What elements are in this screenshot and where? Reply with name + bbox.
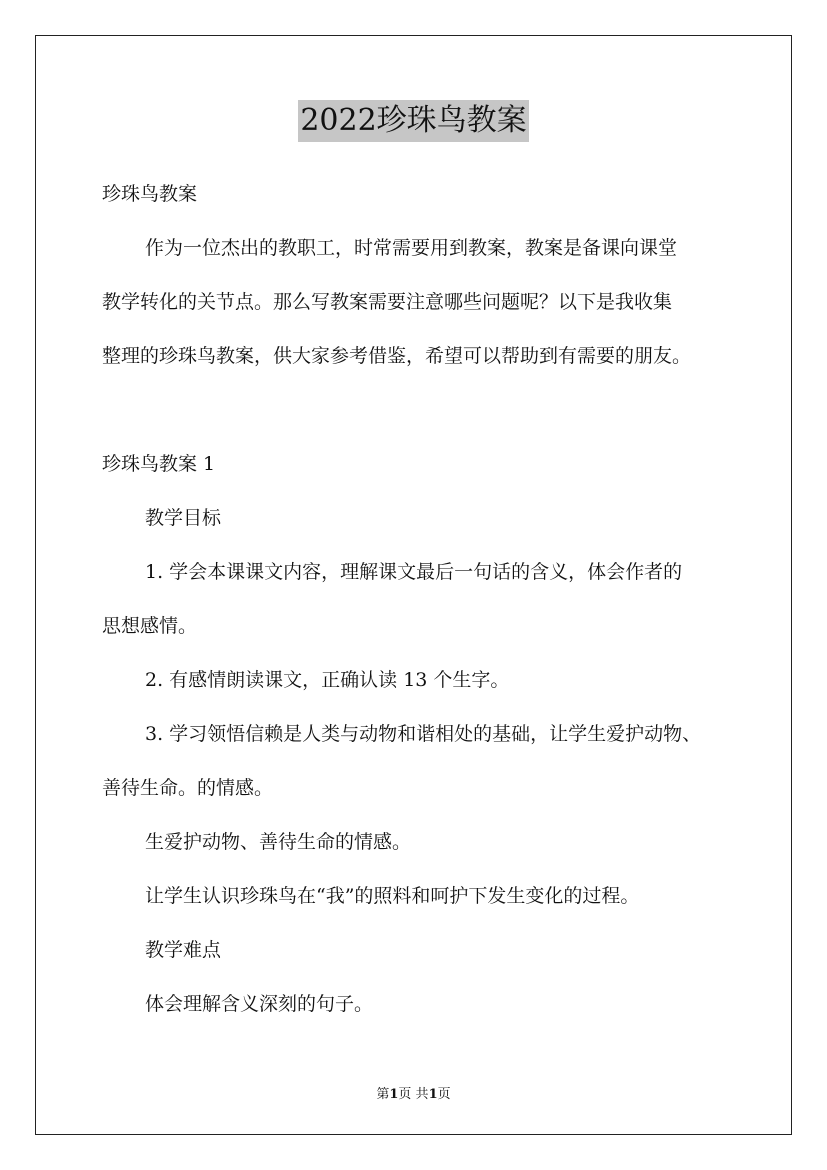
paragraph-line: 教学转化的关节点。那么写教案需要注意哪些问题呢？以下是我收集 (102, 291, 673, 313)
paragraph-line: 整理的珍珠鸟教案，供大家参考借鉴，希望可以帮助到有需要的朋友。 (102, 345, 692, 367)
subheading-teaching-difficulty: 教学难点 (145, 939, 222, 961)
subheading-teaching-goals: 教学目标 (145, 507, 222, 529)
paragraph-line: 体会理解含义深刻的句子。 (145, 993, 374, 1015)
document-title-wrap (0, 100, 827, 142)
paragraph-line: 2. 有感情朗读课文，正确认读 13 个生字。 (145, 669, 510, 691)
intro-heading: 珍珠鸟教案 (102, 183, 198, 205)
footer-suffix: 页 (437, 1087, 451, 1102)
page-footer (0, 1083, 827, 1102)
document-title: 2022珍珠鸟教案 (298, 100, 528, 142)
paragraph-line: 作为一位杰出的教职工，时常需要用到教案，教案是备课向课堂 (145, 237, 678, 259)
footer-prefix: 第 (376, 1087, 390, 1102)
paragraph-line: 让学生认识珍珠鸟在“我”的照料和呵护下发生变化的过程。 (145, 885, 640, 907)
paragraph-line: 善待生命。的情感。 (102, 777, 274, 799)
section-heading: 珍珠鸟教案 1 (102, 453, 216, 475)
footer-total-pages: 1 (428, 1087, 438, 1102)
paragraph-line: 3. 学习领悟信赖是人类与动物和谐相处的基础，让学生爱护动物、 (145, 723, 702, 745)
paragraph-line: 1. 学会本课课文内容，理解课文最后一句话的含义，体会作者的 (145, 561, 683, 583)
paragraph-line: 生爱护动物、善待生命的情感。 (145, 831, 412, 853)
paragraph-line: 思想感情。 (102, 615, 198, 637)
footer-mid: 页 共 (398, 1087, 429, 1102)
footer-page-number: 1 (389, 1087, 399, 1102)
